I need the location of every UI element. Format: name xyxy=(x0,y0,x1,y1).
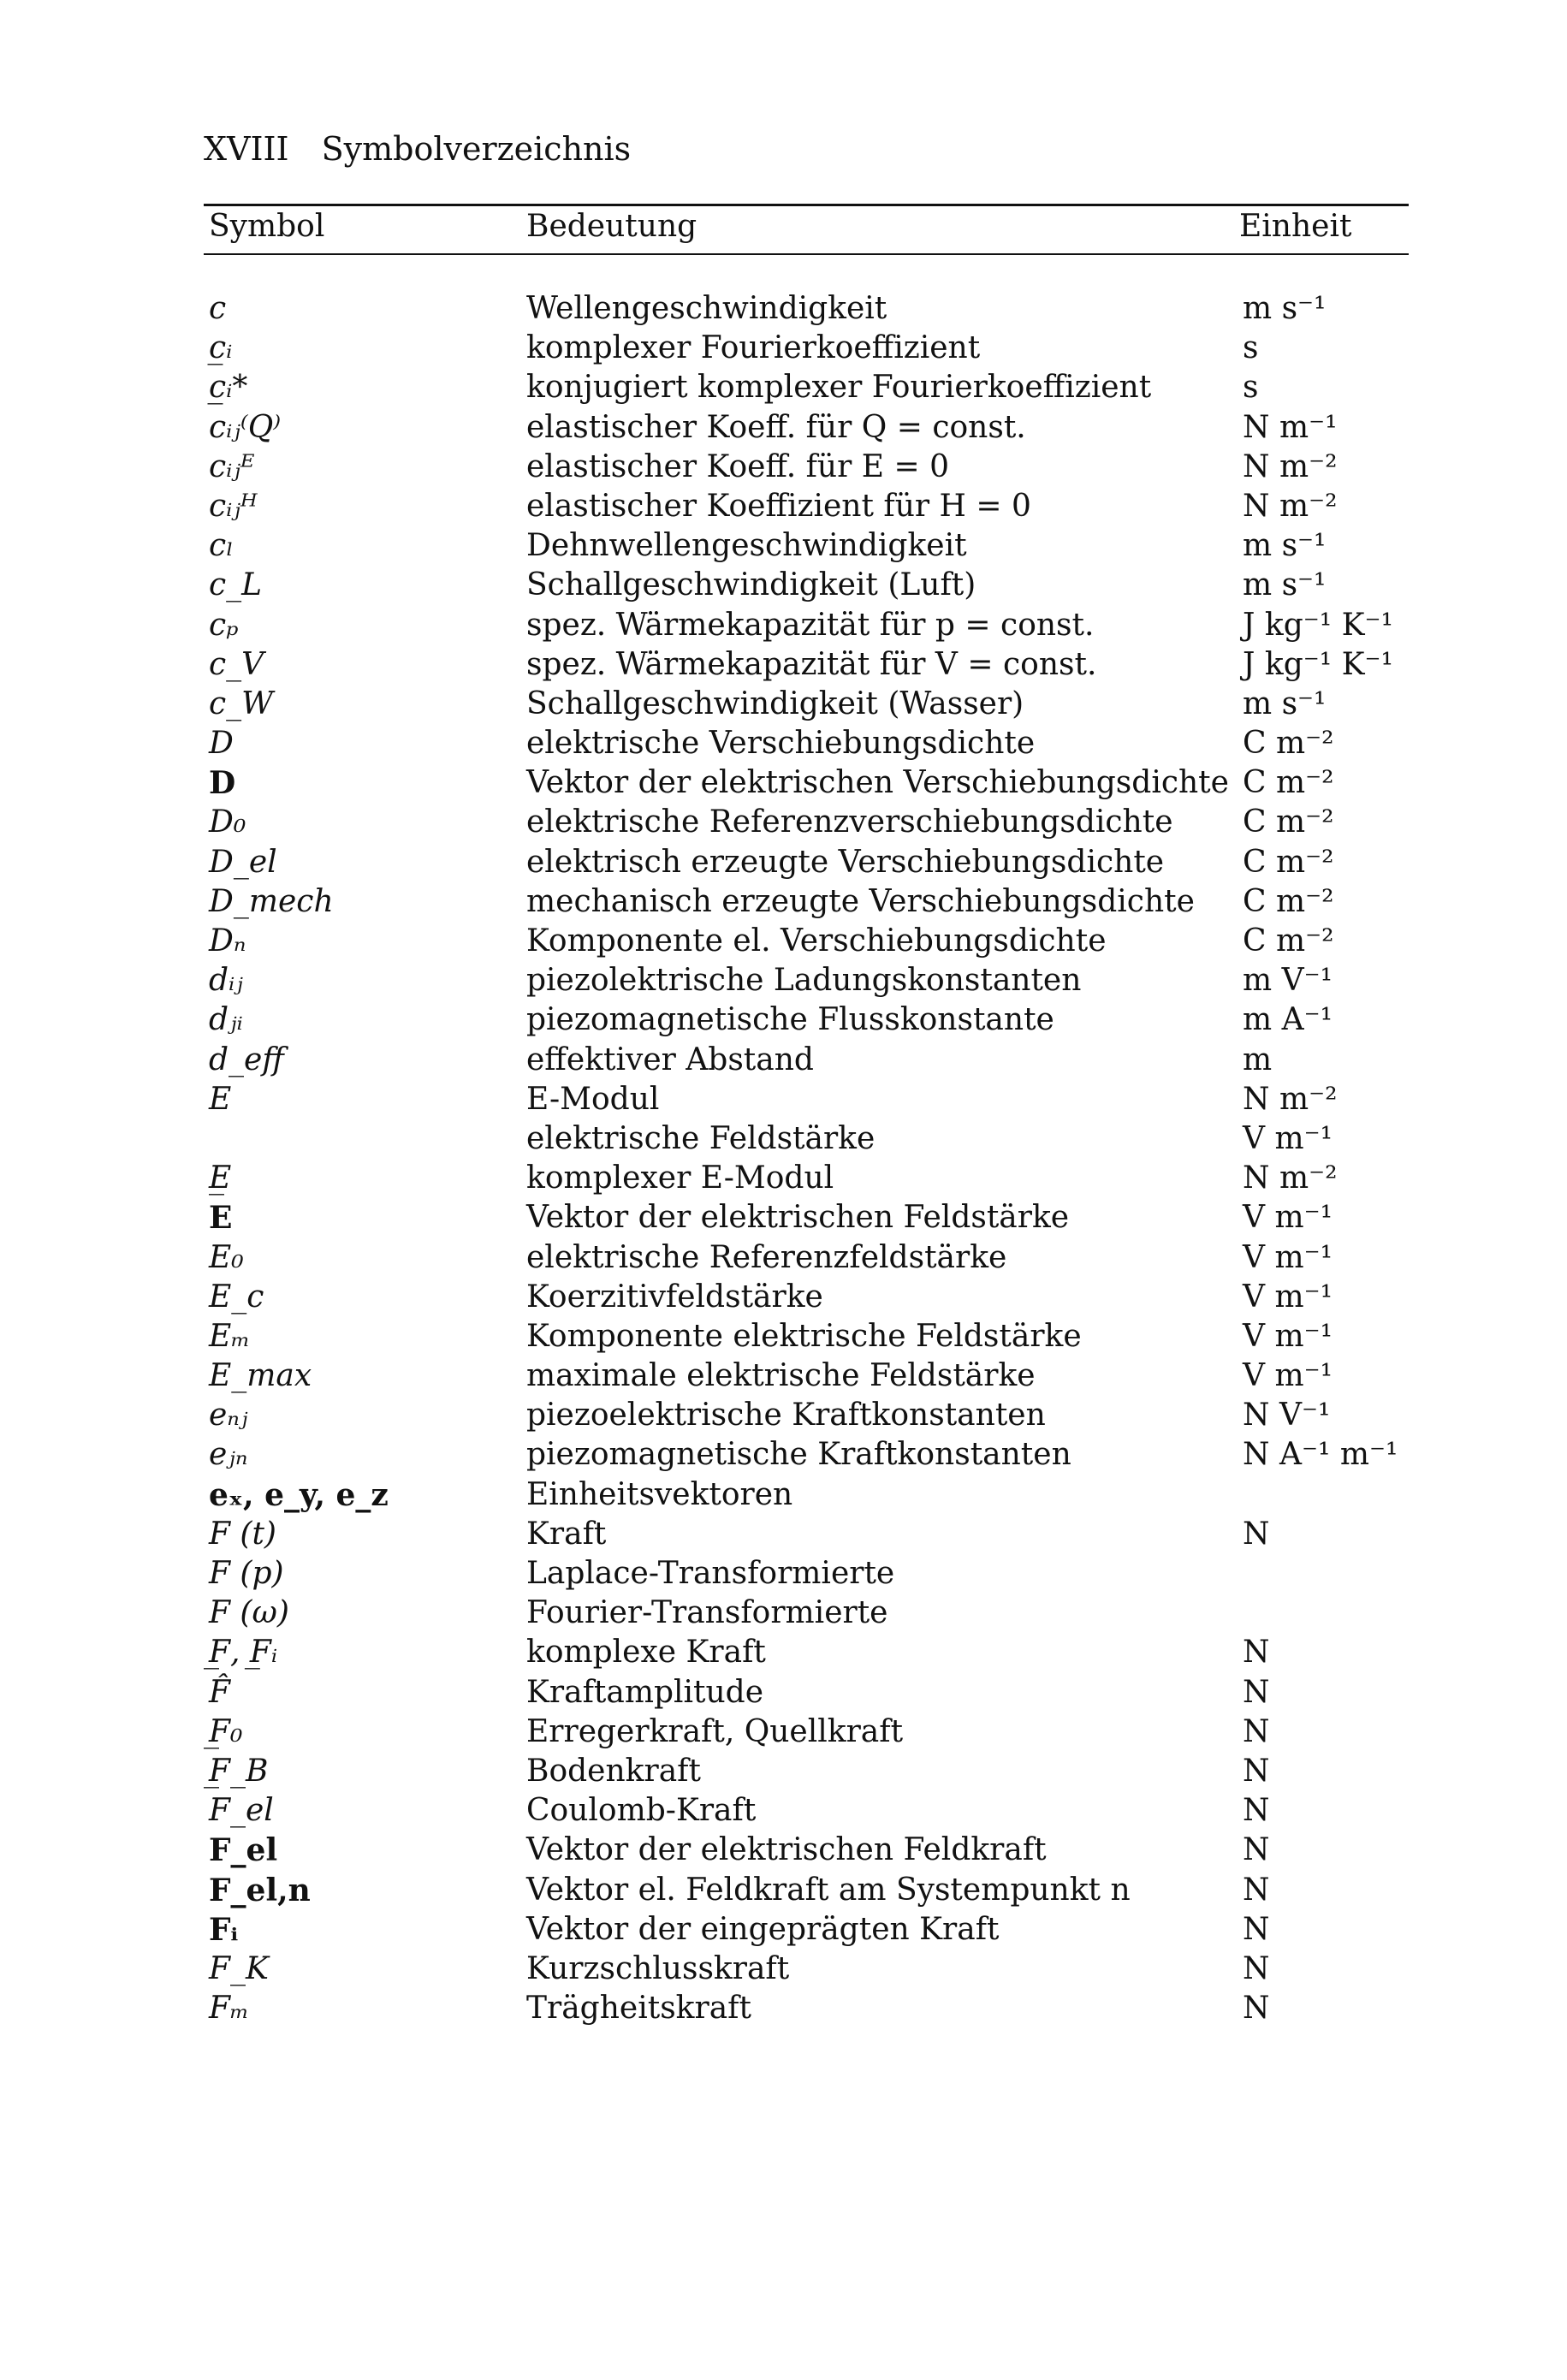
symbol-cell: E̲ xyxy=(209,1160,232,1196)
meaning-cell: piezomagnetische Flusskonstante xyxy=(526,1002,1054,1038)
symbol-cell: Eₘ xyxy=(209,1318,251,1354)
page-header xyxy=(204,130,631,168)
table-row xyxy=(0,1752,1567,1791)
unit-cell: N xyxy=(1243,1991,1270,2027)
unit-cell: C m⁻² xyxy=(1243,726,1334,762)
symbol-cell: c_V xyxy=(209,646,264,682)
meaning-cell: elektrische Feldstärke xyxy=(526,1120,876,1156)
table-row xyxy=(0,1317,1567,1356)
meaning-cell: elastischer Koeffizient für H = 0 xyxy=(526,488,1031,524)
table-row xyxy=(0,566,1567,605)
symbol-cell: D xyxy=(209,765,236,802)
unit-cell: V m⁻¹ xyxy=(1243,1200,1333,1236)
unit-cell: m xyxy=(1243,1042,1273,1077)
table-row xyxy=(0,408,1567,448)
meaning-cell: Komponente el. Verschiebungsdichte xyxy=(526,923,1107,959)
symbol-cell: eⱼₙ xyxy=(209,1437,248,1473)
symbol-cell: F_el xyxy=(209,1793,274,1829)
meaning-cell: elastischer Koeff. für Q = const. xyxy=(526,409,1026,445)
table-row xyxy=(0,1950,1567,1989)
meaning-cell: Einheitsvektoren xyxy=(526,1476,793,1512)
meaning-cell: piezomagnetische Kraftkonstanten xyxy=(526,1437,1071,1473)
symbol-cell: E xyxy=(209,1200,233,1237)
symbol-cell: F (p) xyxy=(209,1556,284,1591)
table-row xyxy=(0,448,1567,487)
symbol-cell: Fₘ xyxy=(209,1991,250,2027)
meaning-cell: Dehnwellengeschwindigkeit xyxy=(526,528,967,564)
meaning-cell: Erregerkraft, Quellkraft xyxy=(526,1713,904,1749)
meaning-cell: effektiver Abstand xyxy=(526,1042,814,1077)
symbol-cell: E xyxy=(209,1081,232,1117)
symbol-table-body xyxy=(0,289,1567,2028)
meaning-cell: Vektor der elektrischen Feldstärke xyxy=(526,1200,1070,1236)
unit-cell: m V⁻¹ xyxy=(1243,963,1333,999)
meaning-cell: Wellengeschwindigkeit xyxy=(526,291,887,326)
table-row xyxy=(0,1633,1567,1672)
table-row xyxy=(0,803,1567,842)
page-title: Symbolverzeichnis xyxy=(321,130,632,168)
table-row xyxy=(0,1554,1567,1594)
table-row xyxy=(0,645,1567,685)
meaning-cell: elektrische Verschiebungsdichte xyxy=(526,726,1036,762)
unit-cell: V m⁻¹ xyxy=(1243,1120,1333,1156)
table-row xyxy=(0,1159,1567,1198)
symbol-cell: dⱼᵢ xyxy=(209,1002,243,1038)
column-header-meaning: Bedeutung xyxy=(526,209,697,244)
table-row xyxy=(0,1000,1567,1040)
table-row xyxy=(0,1278,1567,1317)
symbol-cell: F (t) xyxy=(209,1516,276,1552)
symbol-cell: cᵢⱼ⁽Q⁾ xyxy=(209,409,282,445)
symbol-cell: eₓ, e_y, e_z xyxy=(209,1476,389,1513)
meaning-cell: Kurzschlusskraft xyxy=(526,1950,790,1986)
meaning-cell: piezolektrische Ladungskonstanten xyxy=(526,963,1082,999)
meaning-cell: elastischer Koeff. für E = 0 xyxy=(526,448,949,484)
unit-cell: N xyxy=(1243,1713,1270,1749)
table-header-rule xyxy=(204,253,1409,255)
symbol-cell: cₚ xyxy=(209,607,239,643)
symbol-cell: dᵢⱼ xyxy=(209,963,243,999)
symbol-cell: cᵢⱼᴱ xyxy=(209,448,255,484)
table-row xyxy=(0,1041,1567,1080)
table-row xyxy=(0,961,1567,1000)
table-row xyxy=(0,1356,1567,1396)
meaning-cell: komplexer Fourierkoeffizient xyxy=(526,330,981,366)
table-row xyxy=(0,1989,1567,2028)
unit-cell: N xyxy=(1243,1793,1270,1829)
unit-cell: s xyxy=(1243,370,1259,406)
column-header-symbol: Symbol xyxy=(209,209,325,244)
unit-cell: N V⁻¹ xyxy=(1243,1398,1331,1433)
unit-cell: m s⁻¹ xyxy=(1243,567,1327,603)
symbol-cell: D₀ xyxy=(209,804,246,840)
unit-cell: N xyxy=(1243,1911,1270,1947)
table-row xyxy=(0,1871,1567,1910)
unit-cell: N m⁻¹ xyxy=(1243,409,1338,445)
column-header-unit: Einheit xyxy=(1239,209,1352,244)
table-row xyxy=(0,685,1567,724)
unit-cell: J kg⁻¹ K⁻¹ xyxy=(1243,646,1393,682)
unit-cell: C m⁻² xyxy=(1243,765,1334,801)
table-row xyxy=(0,1238,1567,1278)
table-row xyxy=(0,763,1567,803)
table-row xyxy=(0,922,1567,961)
symbol-cell: E_max xyxy=(209,1358,312,1394)
unit-cell: N m⁻² xyxy=(1243,1160,1338,1196)
meaning-cell: Vektor der elektrischen Verschiebungsdichte xyxy=(526,765,1229,801)
table-row xyxy=(0,1831,1567,1870)
table-row xyxy=(0,526,1567,566)
meaning-cell: Kraft xyxy=(526,1516,607,1552)
symbol-cell: E₀ xyxy=(209,1239,244,1275)
meaning-cell: spez. Wärmekapazität für V = const. xyxy=(526,646,1097,682)
unit-cell: m s⁻¹ xyxy=(1243,528,1327,564)
table-row xyxy=(0,1791,1567,1831)
unit-cell: m s⁻¹ xyxy=(1243,291,1327,326)
symbol-cell: F̲_B xyxy=(209,1753,269,1789)
table-row xyxy=(0,843,1567,882)
unit-cell: N xyxy=(1243,1516,1270,1552)
meaning-cell: maximale elektrische Feldstärke xyxy=(526,1358,1036,1394)
meaning-cell: piezoelektrische Kraftkonstanten xyxy=(526,1398,1046,1433)
meaning-cell: E-Modul xyxy=(526,1081,660,1117)
table-row xyxy=(0,1515,1567,1554)
symbol-cell: F̲₀ xyxy=(209,1713,243,1749)
symbol-cell: d_eff xyxy=(209,1042,284,1077)
unit-cell: N xyxy=(1243,1832,1270,1868)
table-row xyxy=(0,1475,1567,1515)
symbol-cell: D xyxy=(209,726,234,762)
meaning-cell: elektrische Referenzfeldstärke xyxy=(526,1239,1007,1275)
unit-cell: V m⁻¹ xyxy=(1243,1318,1333,1354)
table-row xyxy=(0,1594,1567,1633)
unit-cell: V m⁻¹ xyxy=(1243,1239,1333,1275)
symbol-cell: c xyxy=(209,291,227,326)
unit-cell: N xyxy=(1243,1950,1270,1986)
symbol-cell: D_mech xyxy=(209,883,334,919)
meaning-cell: Kraftamplitude xyxy=(526,1674,764,1710)
table-row xyxy=(0,1910,1567,1950)
symbol-cell: F̲, F̲ᵢ xyxy=(209,1635,278,1671)
table-row xyxy=(0,724,1567,763)
unit-cell: V m⁻¹ xyxy=(1243,1358,1333,1394)
meaning-cell: Vektor der eingeprägten Kraft xyxy=(526,1911,1000,1947)
table-row xyxy=(0,1198,1567,1237)
table-row xyxy=(0,1080,1567,1119)
unit-cell: C m⁻² xyxy=(1243,804,1334,840)
meaning-cell: konjugiert komplexer Fourierkoeffizient xyxy=(526,370,1152,406)
unit-cell: J kg⁻¹ K⁻¹ xyxy=(1243,607,1393,643)
table-top-rule xyxy=(204,204,1409,206)
symbol-cell: E_c xyxy=(209,1279,264,1315)
symbol-cell: c̲ᵢ* xyxy=(209,370,248,406)
meaning-cell: komplexe Kraft xyxy=(526,1635,766,1671)
unit-cell: C m⁻² xyxy=(1243,844,1334,880)
meaning-cell: Coulomb-Kraft xyxy=(526,1793,757,1829)
symbol-cell: Dₙ xyxy=(209,923,246,959)
unit-cell: N xyxy=(1243,1753,1270,1789)
table-row xyxy=(0,487,1567,526)
symbol-cell: F̂ xyxy=(209,1674,230,1710)
table-row xyxy=(0,606,1567,645)
meaning-cell: spez. Wärmekapazität für p = const. xyxy=(526,607,1095,643)
symbol-cell: D_el xyxy=(209,844,277,880)
symbol-cell: c_L xyxy=(209,567,263,603)
meaning-cell: Komponente elektrische Feldstärke xyxy=(526,1318,1082,1354)
meaning-cell: Laplace-Transformierte xyxy=(526,1556,895,1591)
symbol-cell: F_K xyxy=(209,1950,269,1986)
symbol-cell: c̲ᵢ xyxy=(209,330,233,366)
symbol-cell: F (ω) xyxy=(209,1595,289,1631)
page-number: XVIII xyxy=(204,130,289,168)
table-row xyxy=(0,289,1567,329)
meaning-cell: Schallgeschwindigkeit (Wasser) xyxy=(526,686,1024,721)
table-row xyxy=(0,368,1567,407)
symbol-cell: Fᵢ xyxy=(209,1911,239,1948)
table-row xyxy=(0,1396,1567,1435)
meaning-cell: elektrische Referenzverschiebungsdichte xyxy=(526,804,1173,840)
table-row xyxy=(0,1712,1567,1752)
table-row xyxy=(0,882,1567,922)
symbol-cell: F_el,n xyxy=(209,1872,311,1908)
unit-cell: N xyxy=(1243,1674,1270,1710)
unit-cell: N xyxy=(1243,1635,1270,1671)
unit-cell: V m⁻¹ xyxy=(1243,1279,1333,1315)
unit-cell: C m⁻² xyxy=(1243,923,1334,959)
symbol-cell: cₗ xyxy=(209,528,234,564)
meaning-cell: Koerzitivfeldstärke xyxy=(526,1279,823,1315)
symbol-cell: F_el xyxy=(209,1832,278,1869)
symbol-cell: c_W xyxy=(209,686,274,721)
table-row xyxy=(0,1435,1567,1475)
unit-cell: C m⁻² xyxy=(1243,883,1334,919)
unit-cell: N m⁻² xyxy=(1243,448,1338,484)
table-row xyxy=(0,1119,1567,1159)
symbol-cell: eₙⱼ xyxy=(209,1398,248,1433)
meaning-cell: elektrisch erzeugte Verschiebungsdichte xyxy=(526,844,1165,880)
meaning-cell: Vektor el. Feldkraft am Systempunkt n xyxy=(526,1872,1131,1908)
table-row xyxy=(0,1673,1567,1712)
meaning-cell: Schallgeschwindigkeit (Luft) xyxy=(526,567,976,603)
unit-cell: N m⁻² xyxy=(1243,488,1338,524)
unit-cell: N A⁻¹ m⁻¹ xyxy=(1243,1437,1398,1473)
meaning-cell: mechanisch erzeugte Verschiebungsdichte xyxy=(526,883,1195,919)
meaning-cell: Fourier-Transformierte xyxy=(526,1595,888,1631)
unit-cell: m s⁻¹ xyxy=(1243,686,1327,721)
table-row xyxy=(0,329,1567,368)
unit-cell: s xyxy=(1243,330,1259,366)
unit-cell: N m⁻² xyxy=(1243,1081,1338,1117)
unit-cell: m A⁻¹ xyxy=(1243,1002,1333,1038)
meaning-cell: Bodenkraft xyxy=(526,1753,701,1789)
meaning-cell: Vektor der elektrischen Feldkraft xyxy=(526,1832,1047,1868)
meaning-cell: komplexer E-Modul xyxy=(526,1160,834,1196)
unit-cell: N xyxy=(1243,1872,1270,1908)
symbol-cell: cᵢⱼᴴ xyxy=(209,488,258,524)
meaning-cell: Trägheitskraft xyxy=(526,1991,751,2027)
